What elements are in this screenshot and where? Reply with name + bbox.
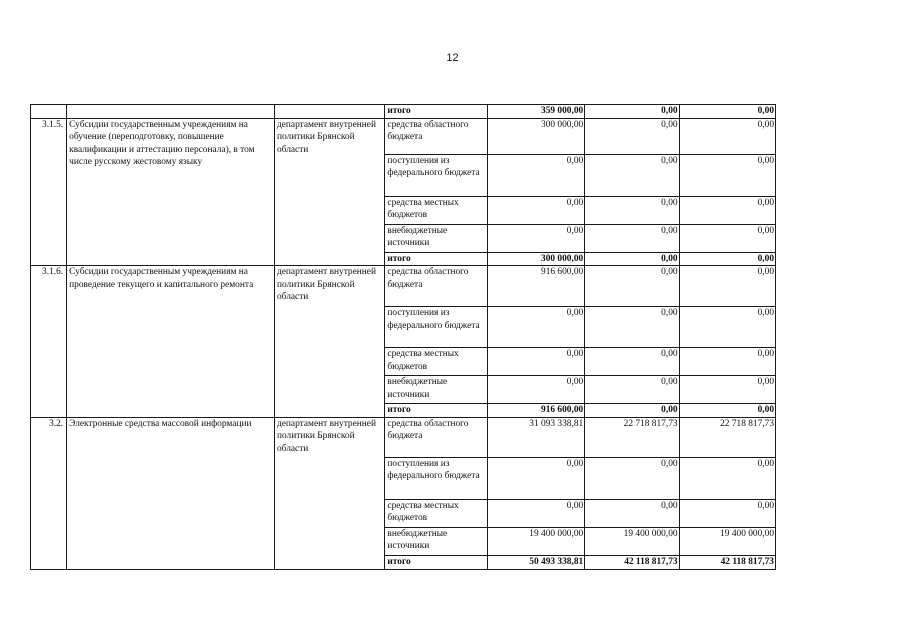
amount-year-3-cell: 0,00 bbox=[679, 348, 775, 376]
amount-year-3-cell: 0,00 bbox=[679, 224, 775, 252]
amount-year-3-cell: 19 400 000,00 bbox=[679, 527, 775, 555]
amount-year-2-cell: 22 718 817,73 bbox=[585, 417, 679, 457]
funding-source-cell: средства областного бюджета bbox=[385, 266, 487, 307]
amount-year-2-cell: 0,00 bbox=[585, 118, 679, 154]
amount-year-3-cell: 0,00 bbox=[679, 404, 775, 418]
table-row bbox=[31, 118, 776, 154]
amount-year-3-cell: 0,00 bbox=[679, 196, 775, 224]
amount-year-2-cell: 0,00 bbox=[585, 404, 679, 418]
executor-cell: департамент внутренней политики Брянской области bbox=[274, 118, 384, 266]
amount-year-1-cell: 916 600,00 bbox=[487, 404, 584, 418]
amount-year-3-cell: 0,00 bbox=[679, 457, 775, 499]
table-row bbox=[31, 417, 776, 457]
funding-source-cell: итого bbox=[385, 555, 487, 569]
amount-year-1-cell: 0,00 bbox=[487, 196, 584, 224]
amount-year-3-cell: 0,00 bbox=[679, 118, 775, 154]
row-number-cell: 3.2. bbox=[31, 417, 67, 569]
executor-cell: департамент внутренней политики Брянской области bbox=[274, 266, 384, 418]
amount-year-1-cell: 0,00 bbox=[487, 348, 584, 376]
amount-year-3-cell: 0,00 bbox=[679, 307, 775, 348]
funding-source-cell: средства областного бюджета bbox=[385, 118, 487, 154]
amount-year-3-cell: 42 118 817,73 bbox=[679, 555, 775, 569]
measure-name-cell: Субсидии государственным учреждениям на обучение (переподготовку, повышение квалификации и аттестацию персонала), в том числе русскому жестовому языку bbox=[67, 118, 275, 266]
measure-name-cell: Субсидии государственным учреждениям на проведение текущего и капитального ремонта bbox=[67, 266, 275, 418]
funding-source-cell: внебюджетные источники bbox=[385, 527, 487, 555]
measure-name-cell: Электронные средства массовой информации bbox=[67, 417, 275, 569]
amount-year-1-cell: 31 093 338,81 bbox=[487, 417, 584, 457]
amount-year-1-cell: 359 000,00 bbox=[487, 105, 584, 119]
row-number-cell: 3.1.6. bbox=[31, 266, 67, 418]
amount-year-2-cell: 19 400 000,00 bbox=[585, 527, 679, 555]
amount-year-3-cell: 0,00 bbox=[679, 252, 775, 266]
amount-year-1-cell: 0,00 bbox=[487, 154, 584, 196]
amount-year-3-cell: 0,00 bbox=[679, 266, 775, 307]
amount-year-2-cell: 0,00 bbox=[585, 154, 679, 196]
funding-source-cell: поступления из федерального бюджета bbox=[385, 307, 487, 348]
funding-source-cell: средства местных бюджетов bbox=[385, 348, 487, 376]
amount-year-1-cell: 0,00 bbox=[487, 376, 584, 404]
amount-year-3-cell: 0,00 bbox=[679, 105, 775, 119]
funding-source-cell: итого bbox=[385, 105, 487, 119]
funding-source-cell: средства местных бюджетов bbox=[385, 196, 487, 224]
amount-year-1-cell: 0,00 bbox=[487, 457, 584, 499]
funding-source-cell: внебюджетные источники bbox=[385, 224, 487, 252]
amount-year-2-cell: 0,00 bbox=[585, 376, 679, 404]
amount-year-2-cell: 0,00 bbox=[585, 266, 679, 307]
row-number-cell bbox=[31, 105, 67, 119]
amount-year-3-cell: 22 718 817,73 bbox=[679, 417, 775, 457]
amount-year-2-cell: 0,00 bbox=[585, 348, 679, 376]
measure-name-cell bbox=[67, 105, 275, 119]
amount-year-2-cell: 0,00 bbox=[585, 307, 679, 348]
amount-year-3-cell: 0,00 bbox=[679, 376, 775, 404]
row-number-cell: 3.1.5. bbox=[31, 118, 67, 266]
table-row bbox=[31, 266, 776, 307]
amount-year-3-cell: 0,00 bbox=[679, 154, 775, 196]
amount-year-1-cell: 0,00 bbox=[487, 499, 584, 527]
amount-year-2-cell: 42 118 817,73 bbox=[585, 555, 679, 569]
funding-source-cell: поступления из федерального бюджета bbox=[385, 457, 487, 499]
total-row bbox=[31, 105, 776, 119]
amount-year-2-cell: 0,00 bbox=[585, 224, 679, 252]
amount-year-1-cell: 50 493 338,81 bbox=[487, 555, 584, 569]
amount-year-1-cell: 300 000,00 bbox=[487, 118, 584, 154]
amount-year-1-cell: 916 600,00 bbox=[487, 266, 584, 307]
amount-year-1-cell: 0,00 bbox=[487, 307, 584, 348]
executor-cell bbox=[274, 105, 384, 119]
funding-source-cell: внебюджетные источники bbox=[385, 376, 487, 404]
amount-year-3-cell: 0,00 bbox=[679, 499, 775, 527]
budget-table bbox=[30, 104, 776, 570]
amount-year-2-cell: 0,00 bbox=[585, 457, 679, 499]
funding-source-cell: средства областного бюджета bbox=[385, 417, 487, 457]
amount-year-1-cell: 300 000,00 bbox=[487, 252, 584, 266]
page-number: 12 bbox=[446, 52, 459, 64]
amount-year-1-cell: 19 400 000,00 bbox=[487, 527, 584, 555]
funding-source-cell: итого bbox=[385, 404, 487, 418]
funding-source-cell: поступления из федерального бюджета bbox=[385, 154, 487, 196]
amount-year-2-cell: 0,00 bbox=[585, 252, 679, 266]
amount-year-2-cell: 0,00 bbox=[585, 105, 679, 119]
funding-source-cell: итого bbox=[385, 252, 487, 266]
amount-year-2-cell: 0,00 bbox=[585, 196, 679, 224]
amount-year-1-cell: 0,00 bbox=[487, 224, 584, 252]
executor-cell: департамент внутренней политики Брянской области bbox=[274, 417, 384, 569]
funding-source-cell: средства местных бюджетов bbox=[385, 499, 487, 527]
amount-year-2-cell: 0,00 bbox=[585, 499, 679, 527]
